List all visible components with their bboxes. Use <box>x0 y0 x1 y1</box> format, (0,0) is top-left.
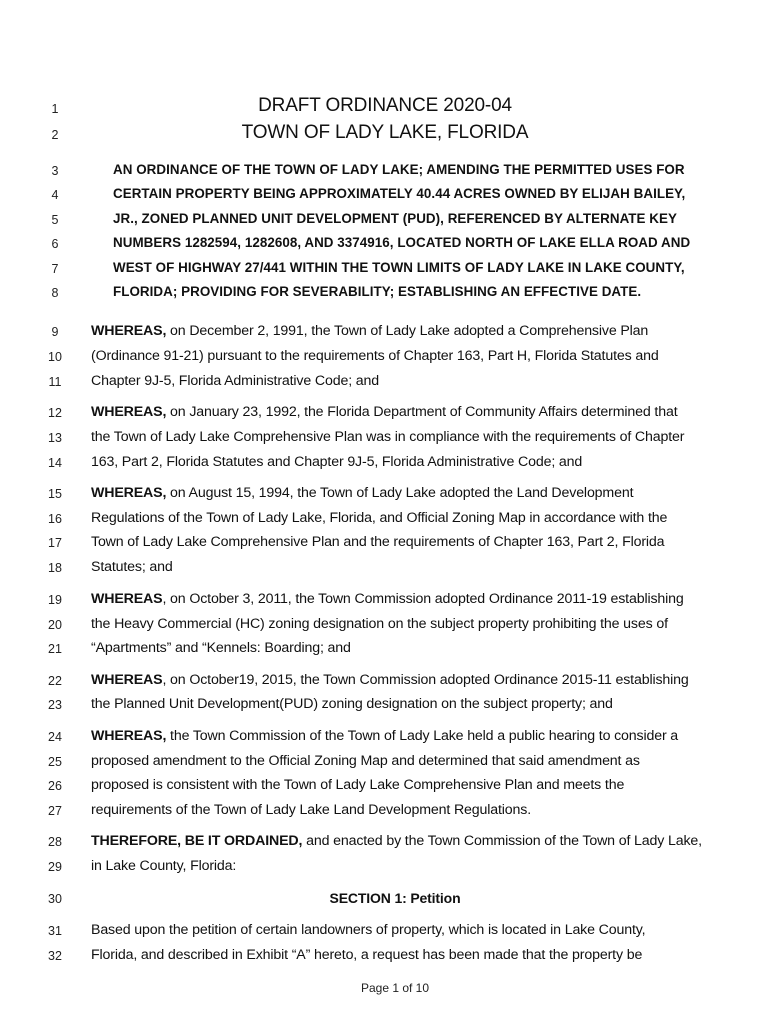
line-number: 8 <box>51 286 59 300</box>
paragraph-text: on January 23, 1992, the Florida Department of Community Affairs determined that <box>166 404 678 420</box>
paragraph-line <box>91 323 648 339</box>
line-number: 10 <box>48 350 62 364</box>
paragraph-text: the Town Commission of the Town of Lady Lake held a public hearing to consider a <box>166 728 679 744</box>
line-number: 4 <box>51 188 59 202</box>
caption-line: AN ORDINANCE OF THE TOWN OF LADY LAKE; AMENDING THE PERMITTED USES FOR <box>113 162 685 177</box>
paragraph-line <box>91 672 689 688</box>
line-number: 17 <box>48 536 62 550</box>
line-number: 12 <box>48 406 62 420</box>
paragraph-line: Statutes; and <box>91 559 173 575</box>
line-number: 7 <box>51 262 59 276</box>
paragraph-text: and enacted by the Town Commission of the Town of Lady Lake, <box>302 833 702 849</box>
paragraph-line: the Planned Unit Development(PUD) zoning designation on the subject property; and <box>91 696 613 712</box>
paragraph-line: Based upon the petition of certain landowners of property, which is located in Lake County, <box>91 922 646 938</box>
line-number: 30 <box>48 892 62 906</box>
line-number: 11 <box>48 375 62 389</box>
line-number: 29 <box>48 860 62 874</box>
page-footer: Page 1 of 10 <box>360 981 430 995</box>
paragraph-line: “Apartments” and “Kennels: Boarding; and <box>91 640 351 656</box>
paragraph-text: on December 2, 1991, the Town of Lady Lake adopted a Comprehensive Plan <box>166 323 649 339</box>
document-subtitle: TOWN OF LADY LAKE, FLORIDA <box>241 122 529 143</box>
line-number: 15 <box>48 487 62 501</box>
caption-line: WEST OF HIGHWAY 27/441 WITHIN THE TOWN LIMITS OF LADY LAKE IN LAKE COUNTY, <box>113 260 685 275</box>
therefore-label: THEREFORE, BE IT ORDAINED, <box>91 833 303 849</box>
line-number: 32 <box>48 949 62 963</box>
line-number: 14 <box>48 456 62 470</box>
line-number: 3 <box>51 164 59 178</box>
paragraph-text: , on October19, 2015, the Town Commission adopted Ordinance 2015-11 establishing <box>162 672 689 688</box>
whereas-label: WHEREAS, <box>91 323 167 339</box>
line-number: 24 <box>48 730 62 744</box>
paragraph-line <box>91 404 678 420</box>
line-number: 13 <box>48 431 62 445</box>
paragraph-line: Chapter 9J-5, Florida Administrative Code; and <box>91 373 380 389</box>
line-number: 19 <box>48 593 62 607</box>
paragraph-line <box>91 485 633 501</box>
caption-line: JR., ZONED PLANNED UNIT DEVELOPMENT (PUD), REFERENCED BY ALTERNATE KEY <box>113 211 677 226</box>
line-number: 26 <box>48 779 62 793</box>
whereas-label: WHEREAS, <box>91 485 167 501</box>
paragraph-line: (Ordinance 91-21) pursuant to the requirements of Chapter 163, Part H, Florida Statutes and <box>91 348 659 364</box>
paragraph-line: the Heavy Commercial (HC) zoning designation on the subject property prohibiting the uses of <box>91 616 668 632</box>
paragraph-text: , on October 3, 2011, the Town Commission adopted Ordinance 2011-19 establishing <box>162 591 684 607</box>
line-number: 1 <box>51 102 59 116</box>
paragraph-line: 163, Part 2, Florida Statutes and Chapter 9J-5, Florida Administrative Code; and <box>91 454 583 470</box>
line-number: 6 <box>51 237 59 251</box>
whereas-label: WHEREAS <box>91 591 163 607</box>
line-number: 31 <box>48 924 62 938</box>
paragraph-line: Florida, and described in Exhibit “A” hereto, a request has been made that the property be <box>91 947 643 963</box>
paragraph-line: the Town of Lady Lake Comprehensive Plan was in compliance with the requirements of Chapter <box>91 429 685 445</box>
paragraph-line: proposed is consistent with the Town of Lady Lake Comprehensive Plan and meets the <box>91 777 625 793</box>
document-title: DRAFT ORDINANCE 2020-04 <box>258 95 512 116</box>
paragraph-line: Regulations of the Town of Lady Lake, Florida, and Official Zoning Map in accordance with the <box>91 510 668 526</box>
line-number: 20 <box>48 618 62 632</box>
paragraph-text: on August 15, 1994, the Town of Lady Lake adopted the Land Development <box>166 485 634 501</box>
paragraph-line: requirements of the Town of Lady Lake Land Development Regulations. <box>91 802 532 818</box>
line-number: 18 <box>48 561 62 575</box>
line-number: 28 <box>48 835 62 849</box>
paragraph-line: Town of Lady Lake Comprehensive Plan and the requirements of Chapter 163, Part 2, Florida <box>91 534 665 550</box>
paragraph-line <box>91 833 702 849</box>
section-heading: SECTION 1: Petition <box>329 890 461 906</box>
caption-line: NUMBERS 1282594, 1282608, AND 3374916, LOCATED NORTH OF LAKE ELLA ROAD AND <box>113 235 691 250</box>
whereas-label: WHEREAS <box>91 672 163 688</box>
line-number: 21 <box>48 642 62 656</box>
line-number: 25 <box>48 755 62 769</box>
paragraph-line: proposed amendment to the Official Zoning Map and determined that said amendment as <box>91 753 640 769</box>
line-number: 9 <box>51 325 59 339</box>
line-number: 22 <box>48 674 62 688</box>
line-number: 5 <box>51 213 59 227</box>
whereas-label: WHEREAS, <box>91 404 167 420</box>
line-number: 16 <box>48 512 62 526</box>
paragraph-line <box>91 728 678 744</box>
whereas-label: WHEREAS, <box>91 728 167 744</box>
line-number: 2 <box>51 128 59 142</box>
caption-line: CERTAIN PROPERTY BEING APPROXIMATELY 40.44 ACRES OWNED BY ELIJAH BAILEY, <box>113 186 686 201</box>
line-number: 27 <box>48 804 62 818</box>
paragraph-line <box>91 591 684 607</box>
caption-line: FLORIDA; PROVIDING FOR SEVERABILITY; ESTABLISHING AN EFFECTIVE DATE. <box>113 284 642 299</box>
line-number: 23 <box>48 698 62 712</box>
paragraph-line: in Lake County, Florida: <box>91 858 237 874</box>
